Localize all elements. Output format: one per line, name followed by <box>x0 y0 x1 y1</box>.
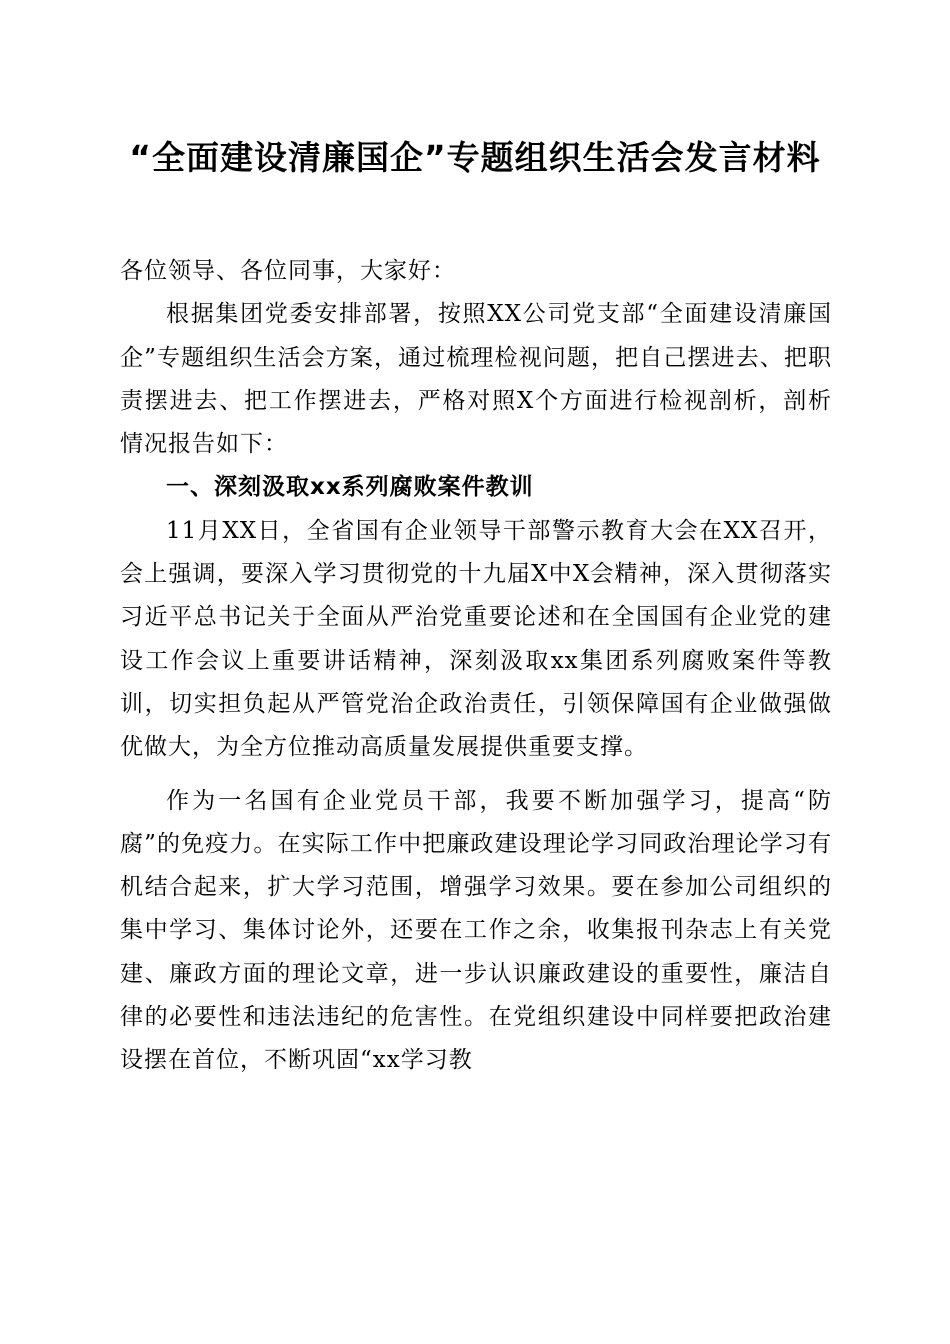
document-body <box>120 250 832 1083</box>
document-title: “全面建设清廉国企”专题组织生活会发言材料 <box>129 138 821 177</box>
intro-paragraph: 根据集团党委安排部署，按照XX公司党支部“全面建设清廉国企”专题组织生活会方案，通过梳理检视问题，把自己摆进去、把职责摆进去、把工作摆进去，严格对照X个方面进行检视剖析，剖析情况报告如下： <box>120 301 832 458</box>
section-paragraph-1: 11月XX日，全省国有企业领导干部警示教育大会在XX召开，会上强调，要深入学习贯彻党的十九届X中X会精神，深入贯彻落实习近平总书记关于全面从严治党重要论述和在全国国有企业党的建设工作会议上重要讲话精神，深刻汲取xx集团系列腐败案件等教训，切实担负起从严管党治企政治责任，引领保障国有企业做强做优做大，为全方位推动高质量发展提供重要支撑。 <box>120 517 832 761</box>
salutation: 各位领导、各位同事，大家好： <box>120 258 456 284</box>
section-heading: 一、深刻汲取xx系列腐败案件教训 <box>166 474 534 501</box>
section-paragraph-2: 作为一名国有企业党员干部，我要不断加强学习，提高“防腐”的免疫力。在实际工作中把廉政建设理论学习同政治理论学习有机结合起来，扩大学习范围，增强学习效果。要在参加公司组织的集中学习、集体讨论外，还要在工作之余，收集报刊杂志上有关党建、廉政方面的理论文章，进一步认识廉政建设的重要性，廉洁自律的必要性和违法违纪的危害性。在党组织建设中同样要把政治建设摆在首位，不断巩固“xx学习教 <box>120 787 832 1074</box>
